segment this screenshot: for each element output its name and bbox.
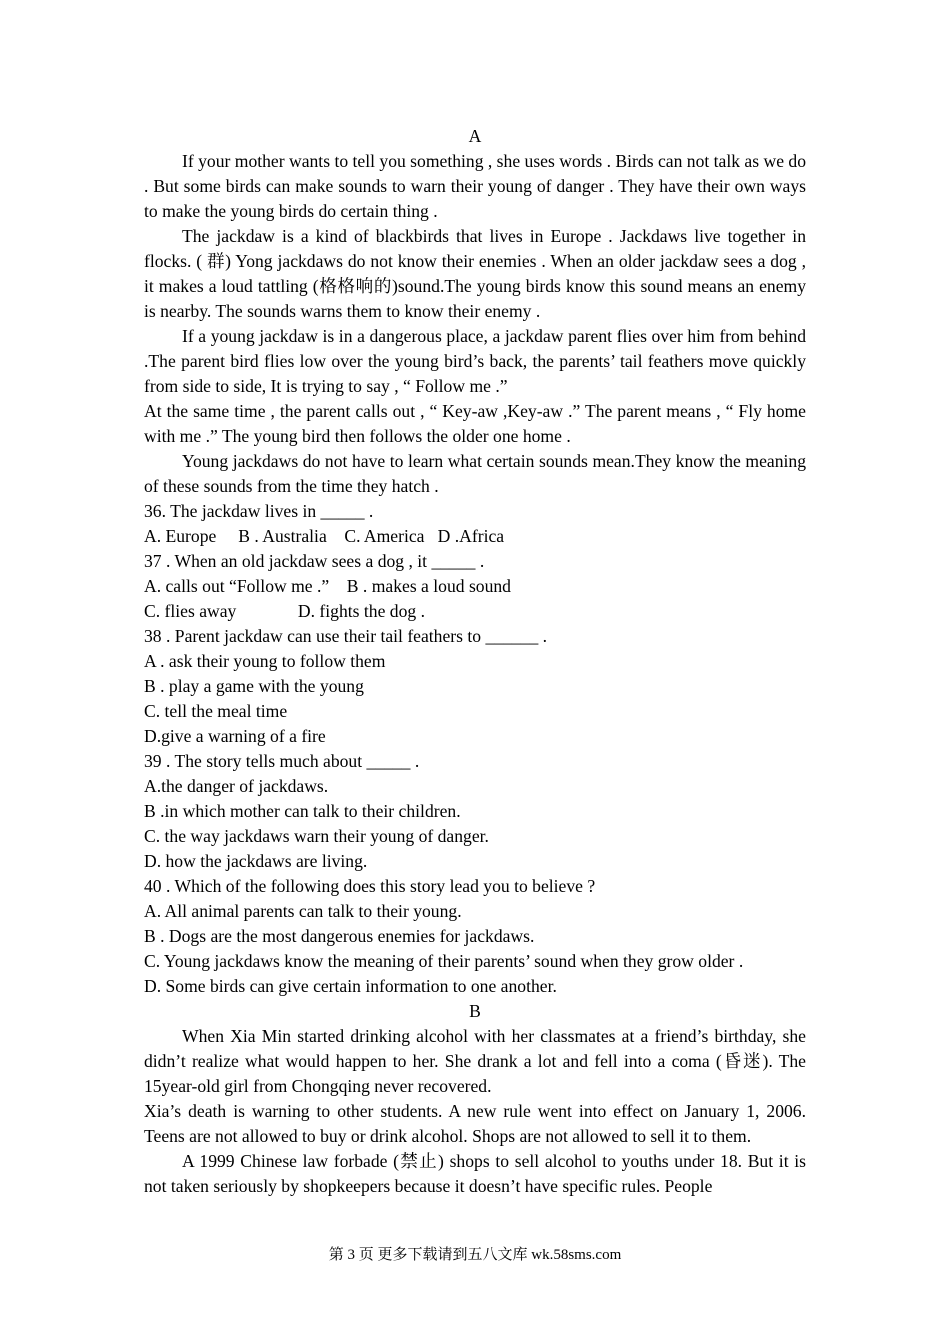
question-39-option-a: A.the danger of jackdaws.: [144, 776, 329, 796]
passage-b-paragraph: Xia’s death is warning to other students. A new rule went into effect on January 1, 2006. Teens are not allowed to buy or drink alcohol. Shops are not allowed to sell it to them.: [144, 1101, 806, 1146]
question-36-options: A. Europe B . Australia C. America D .Africa: [144, 526, 505, 546]
passage-b-paragraph: When Xia Min started drinking alcohol with her classmates at a friend’s birthday, she didn’t realize what would happen to her. She drank a lot and fell into a coma (昏迷). The 15year-old girl from Chongqing never recovered.: [144, 1026, 806, 1096]
question-40-option-a: A. All animal parents can talk to their young.: [144, 901, 462, 921]
passage-b-heading: B: [469, 1001, 481, 1021]
question-39: 39 . The story tells much about _____ .: [144, 751, 420, 771]
page-footer: 第 3 页 更多下载请到五八文库 wk.58sms.com: [328, 1247, 622, 1263]
question-40: 40 . Which of the following does this story lead you to believe ?: [144, 876, 596, 896]
passage-a-heading: A: [468, 126, 482, 146]
passage-a-paragraph: If your mother wants to tell you something , she uses words . Birds can not talk as we do . But some birds can make sounds to warn their young of danger . They have their own ways to make the young birds do certain thing .: [144, 151, 806, 221]
question-40-option-d: D. Some birds can give certain information to one another.: [144, 976, 557, 996]
passage-b-paragraph: A 1999 Chinese law forbade (禁止) shops to sell alcohol to youths under 18. But it is not taken seriously by shopkeepers because it doesn’t have specific rules. People: [144, 1151, 806, 1196]
document-body: [144, 124, 806, 1199]
question-36: 36. The jackdaw lives in _____ .: [144, 501, 374, 521]
passage-a-paragraph: At the same time , the parent calls out , “ Key-aw ,Key-aw .” The parent means , “ Fly home with me .” The young bird then follows the older one home .: [144, 401, 806, 446]
question-38-option-b: B . play a game with the young: [144, 676, 364, 696]
question-38: 38 . Parent jackdaw can use their tail feathers to ______ .: [144, 626, 548, 646]
passage-a-paragraph: If a young jackdaw is in a dangerous place, a jackdaw parent flies over him from behind .The parent bird flies low over the young bird’s back, the parents’ tail feathers move quickly from side to side, It is trying to say , “ Follow me .”: [144, 326, 806, 396]
question-37: 37 . When an old jackdaw sees a dog , it _____ .: [144, 551, 485, 571]
question-39-option-c: C. the way jackdaws warn their young of danger.: [144, 826, 489, 846]
question-39-option-d: D. how the jackdaws are living.: [144, 851, 368, 871]
question-39-option-b: B .in which mother can talk to their children.: [144, 801, 461, 821]
question-40-option-b: B . Dogs are the most dangerous enemies for jackdaws.: [144, 926, 535, 946]
question-37-options-cd: C. flies away D. fights the dog .: [144, 601, 425, 621]
question-38-option-a: A . ask their young to follow them: [144, 651, 386, 671]
question-37-options-ab: A. calls out “Follow me .” B . makes a loud sound: [144, 576, 511, 596]
question-40-option-c: C. Young jackdaws know the meaning of their parents’ sound when they grow older .: [144, 951, 744, 971]
question-38-option-c: C. tell the meal time: [144, 701, 288, 721]
passage-a-paragraph: The jackdaw is a kind of blackbirds that lives in Europe . Jackdaws live together in flocks. ( 群) Yong jackdaws do not know their enemies . When an older jackdaw sees a dog , it makes a loud tattling (格格响的)sound.The young birds know this sound means an enemy is nearby. The sounds warns them to know their enemy .: [144, 226, 806, 321]
question-38-option-d: D.give a warning of a fire: [144, 726, 326, 746]
passage-a-paragraph: Young jackdaws do not have to learn what certain sounds mean.They know the meaning of these sounds from the time they hatch .: [144, 451, 806, 496]
